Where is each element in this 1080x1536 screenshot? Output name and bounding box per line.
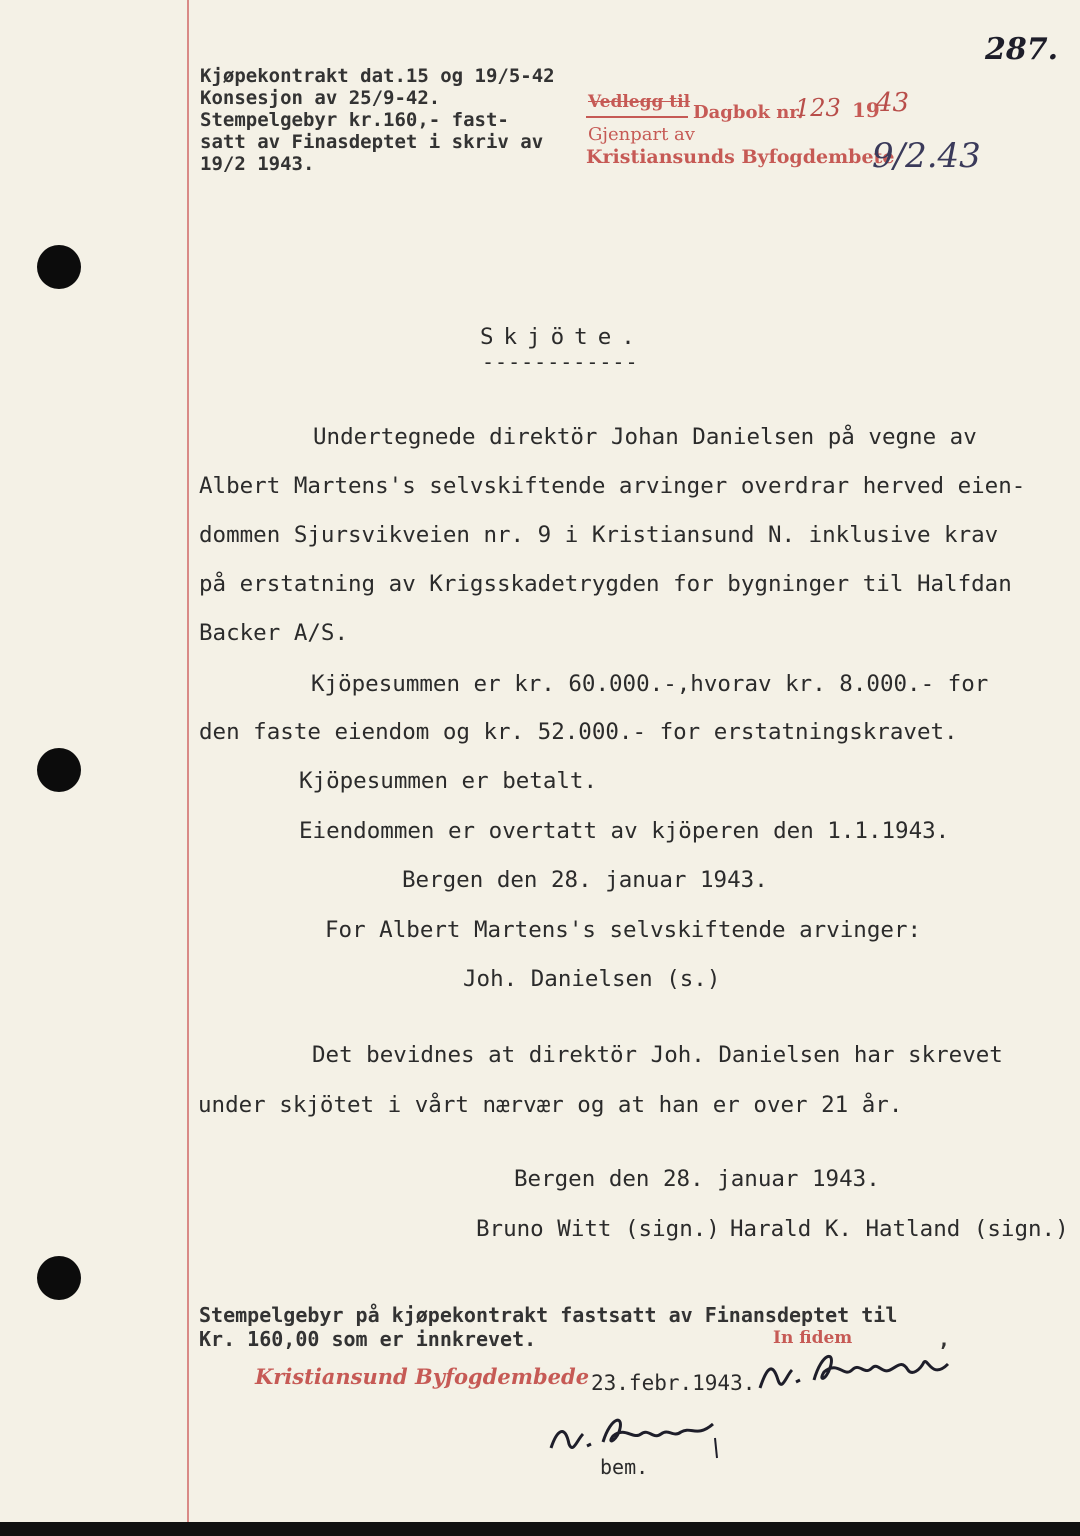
body-line: Backer A/S. [199,620,349,646]
fee-note-mark: , [938,1327,951,1351]
scan-edge [0,1522,1080,1536]
signature-lower [545,1408,735,1460]
punch-hole-top [37,245,81,289]
body-place-date: Bergen den 28. januar 1943. [402,867,768,893]
stamp-gjenpart: Gjenpart av [588,124,695,145]
body-line: den faste eiendom og kr. 52.000.- for erstatningskravet. [199,719,958,745]
body-line: dommen Sjursvikveien nr. 9 i Kristiansund N. inklusive krav [199,522,999,548]
stamp-year-suffix: 43 [876,88,910,118]
office-stamp: Kristiansund Byfogdembede [255,1364,590,1389]
witness-1: Bruno Witt (sign.) [476,1216,720,1242]
in-fidem-stamp: In fidem [773,1328,853,1348]
bem-label: bem. [600,1455,649,1479]
margin-line [187,0,189,1522]
signature-upper [752,1340,962,1400]
body-line: Undertegnede direktör Johan Danielsen på vegne av [313,424,977,450]
fee-date: 23.febr.1943. [591,1371,756,1395]
body-taken-over: Eiendommen er overtatt av kjöperen den 1.1.1943. [299,818,950,844]
punch-hole-bottom [37,1256,81,1300]
fee-note-line: Kr. 160,00 som er innkrevet. [199,1327,537,1351]
document-title: Skjöte. [480,324,645,350]
witness-2: Harald K. Hatland (sign.) [730,1216,1069,1242]
stamp-rule [586,116,688,118]
margin-note-line: 19/2 1943. [200,153,315,175]
margin-note-line: Kjøpekontrakt dat.15 og 19/5-42 [200,65,555,87]
stamp-dagbok: Dagbok nr. [693,102,804,123]
page-number: 287. [985,32,1059,67]
body-line: på erstatning av Krigsskadetrygden for bygninger til Halfdan [199,571,1012,597]
fee-note-line: Stempelgebyr på kjøpekontrakt fastsatt av Finansdeptet til [199,1303,898,1327]
stamp-year-prefix: 19 [852,98,880,122]
witness-line: under skjötet i vårt nærvær og at han er over 21 år. [198,1092,903,1118]
body-signer: Joh. Danielsen (s.) [463,966,721,992]
margin-note-line: Konsesjon av 25/9-42. [200,87,441,109]
margin-note-line: Stempelgebyr kr.160,- fast- [200,109,509,131]
margin-note-line: satt av Finasdeptet i skriv av [200,131,544,153]
punch-hole-middle [37,748,81,792]
body-line: Kjöpesummen er kr. 60.000.-,hvorav kr. 8.000.- for [311,671,989,697]
body-line: Albert Martens's selvskiftende arvinger overdrar herved eien- [199,473,1026,499]
body-for-heirs: For Albert Martens's selvskiftende arvinger: [325,917,922,943]
stamp-vedlegg: Vedlegg til [588,92,691,112]
witness-line: Det bevidnes at direktör Joh. Danielsen har skrevet [312,1042,1003,1068]
title-underline: ------------ [482,350,639,374]
stamp-date: 9/2.43 [872,136,981,176]
stamp-office: Kristiansunds Byfogdembete [586,146,895,168]
body-paid: Kjöpesummen er betalt. [299,768,598,794]
witness-place-date: Bergen den 28. januar 1943. [514,1166,880,1192]
stamp-dagbok-number: 123 [795,94,841,122]
